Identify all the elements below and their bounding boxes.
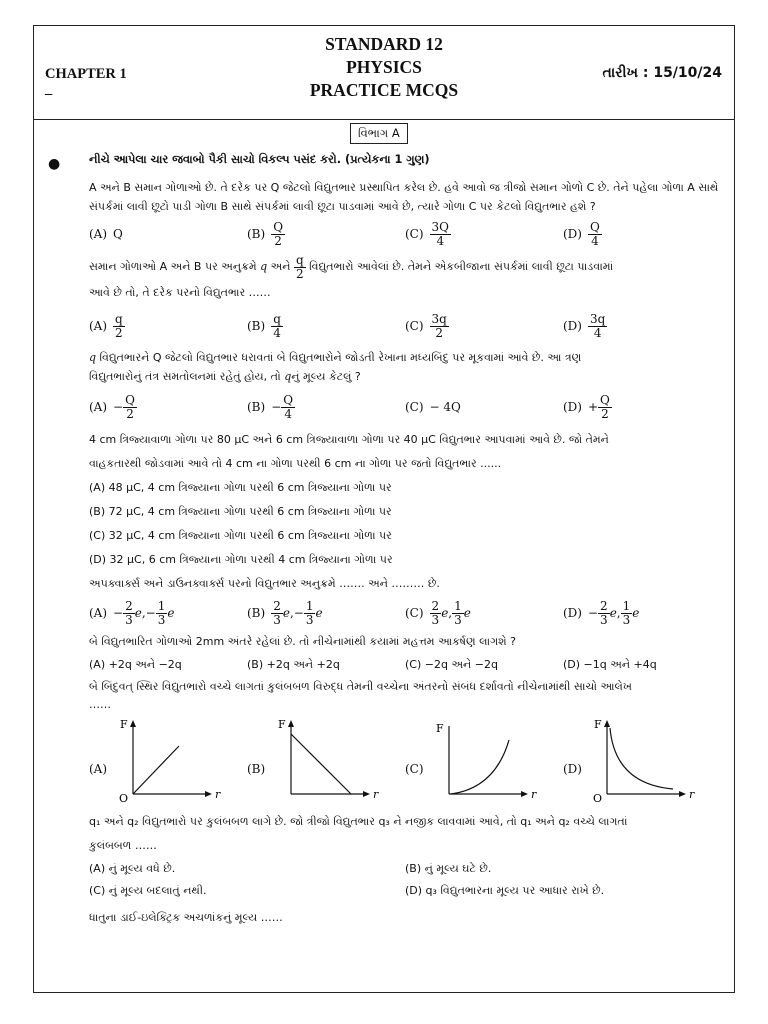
fraction: $\frac{Q}{2}$ — [125, 392, 135, 421]
page-frame — [33, 25, 735, 993]
fraction: $\frac{3Q}{4}$ — [431, 219, 450, 248]
section-label: વિભાગ A — [350, 123, 408, 144]
question-3-text: q વિદ્યુતભારને Q જેટલો વિદ્યુતભાર ધરાવતાં બે વિદ્યુતભારોને જોડતી રેખાના મધ્યબિંદુ પર મૂકવામાં આવે છે. આ ત્રણ — [89, 351, 582, 364]
option-b[interactable]: (B) $\frac{Q}{2}$ — [247, 219, 284, 248]
decreasing-line-graph — [271, 718, 391, 804]
chapter-text: CHAPTER 1 — [45, 66, 127, 82]
fraction: $\frac{q}{2}$ — [115, 311, 123, 340]
option-a[interactable]: (A) − $\frac{Q}{2}$ — [89, 392, 135, 421]
fraction: $\frac{2}{3}$ — [125, 598, 133, 627]
fraction: $\frac{2}{3}$ — [600, 598, 608, 627]
fraction: $\frac{1}{3}$ — [305, 598, 314, 627]
option-d-graph[interactable]: (D) F O r — [563, 718, 721, 804]
fraction: $\frac{q}{4}$ — [273, 311, 281, 340]
option-a[interactable]: (A) 48 μC, 4 cm ત્રિજ્યાના ગોળા પરથી 6 cm ત્રિજ્યાના ગોળા પર — [89, 481, 392, 494]
question-7-text-cont: …… — [89, 698, 111, 711]
svg-text:F: F — [278, 718, 286, 731]
svg-text:O: O — [593, 792, 603, 804]
option-d[interactable]: (D) 32 μC, 6 cm ત્રિજ્યાના ગોળા પરથી 4 cm ત્રિજ્યાના ગોળા પર — [89, 553, 393, 566]
svg-text:F: F — [436, 722, 444, 735]
fraction: $\frac{2}{3}$ — [431, 598, 440, 627]
question-5-text: અપક્વાર્ક્સ અને ડાઉનક્વાર્ક્સ પરનો વિદ્યુતભાર અનુક્રમે ……. અને ……… છે. — [89, 577, 440, 590]
option-c[interactable]: (C) $\frac{2}{3}$ e , $\frac{1}{3}$ e — [405, 598, 471, 627]
option-b-graph[interactable]: (B) F r — [247, 718, 405, 804]
option-a[interactable]: (A) $\frac{q}{2}$ — [89, 311, 123, 340]
fraction: $\frac{Q}{4}$ — [589, 219, 600, 248]
title-standard: STANDARD 12 — [325, 34, 443, 54]
instruction-text: નીચે આપેલા ચાર જવાબો પૈકી સાચો વિકલ્પ પસંદ કરો. (પ્રત્યેકના 1 ગુણ) — [89, 153, 430, 166]
question-4-text: 4 cm ત્રિજ્યાવાળા ગોળા પર 80 μC અને 6 cm ત્રિજ્યાવાળા ગોળા પર 40 μC વિદ્યુતભાર આપવામાં આવે છે. જો તેમને — [89, 433, 609, 446]
question-8-text: q₁ અને q₂ વિદ્યુતભારો પર કુલંબબળ લાગે છે. જો ત્રીજો વિદ્યુતભાર q₃ ને નજીક લાવવામાં આવે, તો q₁ અને q₂ વચ્ચે લાગતાં — [89, 815, 628, 828]
question-2-text: સમાન ગોળાઓ A અને B પર અનુક્રમે q અને $\frac{q}{2}$ વિદ્યુતભારો આવેલાં છે. તેમને એકબીજાના સંપર્કમાં લાવી છૂટા પાડવામાં — [89, 252, 614, 281]
option-a[interactable]: (A) Q — [89, 227, 123, 241]
questions — [89, 178, 721, 930]
fraction: $\frac{3q}{2}$ — [431, 311, 447, 340]
option-c[interactable]: (C) નું મૂલ્ય બદલાતું નથી. — [89, 884, 207, 897]
question-9-text: ધાતુના ડાઈ-ઇલેક્ટ્રિક અચળાંકનું મૂલ્ય …… — [89, 911, 283, 924]
chapter-dash: – — [45, 86, 53, 102]
increasing-curve-graph — [429, 718, 549, 804]
inverse-square-graph — [587, 718, 707, 804]
chapter-label — [45, 64, 127, 104]
option-d[interactable]: (D) q₃ વિદ્યુતભારના મૂલ્ય પર આધાર રાખે છે. — [405, 884, 605, 897]
svg-text:r: r — [531, 788, 537, 801]
bullet-icon: ● — [48, 156, 61, 172]
option-b[interactable]: (B) $\frac{q}{4}$ — [247, 311, 281, 340]
fraction: $\frac{1}{3}$ — [622, 598, 631, 627]
question-1-text: A અને B સમાન ગોળાઓ છે. તે દરેક પર Q જેટલો વિદ્યુતભાર પ્રસ્થાપિત કરેલ છે. હવે આવો જ ત્રીજો સમાન ગોળો C છે. તેને પહેલા ગોળા A સાથે સંપર્કમાં લાવી છૂટો પાડી ગોળા B સાથે સંપર્કમાં લાવી છૂટા પાડવામાં આવે છે, ત્યારે ગોળા C પર કેટલો વિદ્યુતભાર હશે ? — [89, 181, 719, 213]
question-7-graphs — [89, 718, 721, 804]
question-8-text-cont: કુલંબબળ …… — [89, 839, 157, 852]
option-c[interactable]: (C) 32 μC, 4 cm ત્રિજ્યાના ગોળા પરથી 6 cm ત્રિજ્યાના ગોળા પર — [89, 529, 392, 542]
option-c[interactable]: (C) −2q અને −2q — [405, 658, 498, 671]
r-axis-label: r — [215, 788, 221, 801]
fraction: $\frac{1}{3}$ — [157, 598, 166, 627]
question-6-options — [89, 654, 721, 676]
question-2-options — [89, 306, 721, 346]
fraction: $\frac{3q}{4}$ — [589, 311, 606, 340]
option-a[interactable]: (A) +2q અને −2q — [89, 658, 182, 671]
date-label: તારીખ : 15/10/24 — [602, 65, 722, 81]
question-4-text-cont: વાહકતારથી જોડવામાં આવે તો 4 cm ના ગોળા પરથી 6 cm ના ગોળા પર જતો વિદ્યુતભાર ...... — [89, 457, 502, 470]
f-axis-label: F — [120, 718, 128, 731]
option-d[interactable]: (D) −1q અને +4q — [563, 658, 657, 671]
svg-text:r: r — [689, 788, 695, 801]
option-b[interactable]: (B) $\frac{2}{3}$ e , − $\frac{1}{3}$ e — [247, 598, 323, 627]
option-c[interactable]: (C) − 4Q — [405, 400, 461, 414]
fraction: $\frac{q}{2}$ — [295, 252, 304, 281]
option-b[interactable]: (B) +2q અને +2q — [247, 658, 340, 671]
question-1-options — [89, 218, 721, 250]
option-d[interactable]: (D) $\frac{Q}{4}$ — [563, 219, 600, 248]
question-3-text-cont: વિદ્યુતભારોનું તંત્ર સમતોલનમાં રહેતું હોય, તો qનું મૂલ્ય કેટલું ? — [89, 370, 361, 383]
question-7-text: બે બિંદુવત્ સ્થિર વિદ્યુતભારો વચ્ચે લાગતાં કુલંબબળ વિરુદ્ધ તેમની વચ્ચેના અંતરનો સંબંધ દર્શાવતો નીચેનામાંથી સાચો આલેખ — [89, 680, 632, 693]
fraction: $\frac{Q}{2}$ — [600, 392, 610, 421]
question-8-options-row1 — [89, 858, 721, 880]
fraction: $\frac{Q}{2}$ — [273, 219, 284, 248]
fraction: $\frac{2}{3}$ — [273, 598, 281, 627]
svg-text:F: F — [594, 718, 602, 731]
origin-label: O — [119, 792, 129, 804]
option-b[interactable]: (B) નું મૂલ્ય ઘટે છે. — [405, 862, 492, 875]
question-2-text-cont: આવે છે તો, તે દરેક પરનો વિદ્યુતભાર …… — [89, 286, 271, 299]
title-practice: PRACTICE MCQS — [309, 80, 459, 100]
question-6-text: બે વિદ્યુતભારિત ગોળાઓ 2mm અંતરે રહેલાં છે. તો નીચેનામાંથી કયામાં મહત્તમ આકર્ષણ લાગશે ? — [89, 635, 516, 648]
option-c[interactable]: (C) $\frac{3Q}{4}$ — [405, 219, 450, 248]
title-subject: PHYSICS — [346, 57, 422, 77]
option-d[interactable]: (D) + $\frac{Q}{2}$ — [563, 392, 610, 421]
linear-graph — [113, 718, 233, 804]
question-5-options — [89, 598, 721, 628]
option-a-graph[interactable]: (A) F O r — [89, 718, 247, 804]
svg-text:r: r — [373, 788, 379, 801]
fraction: $\frac{1}{3}$ — [454, 598, 462, 627]
option-c[interactable]: (C) $\frac{3q}{2}$ — [405, 311, 447, 340]
question-8-options-row2 — [89, 880, 721, 902]
option-b[interactable]: (B) − $\frac{Q}{4}$ — [247, 392, 294, 421]
option-b[interactable]: (B) 72 μC, 4 cm ત્રિજ્યાના ગોળા પરથી 6 cm ત્રિજ્યાના ગોળા પર — [89, 505, 392, 518]
fraction: $\frac{Q}{4}$ — [283, 392, 294, 421]
option-a[interactable]: (A) − $\frac{2}{3}$ e , − $\frac{1}{3}$ e — [89, 598, 175, 627]
question-3-options — [89, 388, 721, 426]
option-a[interactable]: (A) નું મૂલ્ય વધે છે. — [89, 862, 176, 875]
option-c-graph[interactable]: (C) F r — [405, 718, 563, 804]
option-d[interactable]: (D) $\frac{3q}{4}$ — [563, 311, 606, 340]
header — [34, 26, 734, 120]
option-d[interactable]: (D) − $\frac{2}{3}$ e , $\frac{1}{3}$ e — [563, 598, 640, 627]
